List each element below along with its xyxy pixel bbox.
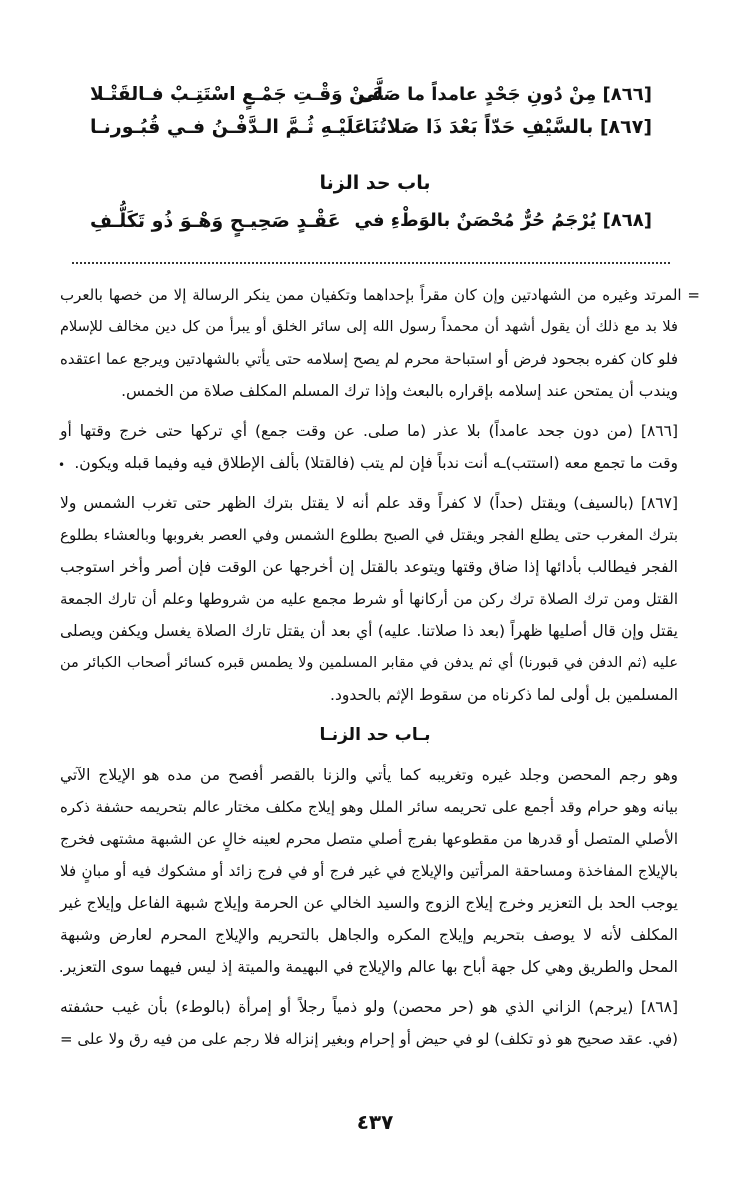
- commentary-line: المسلمين بل أولى لما ذكرناه من سقوط الإثم بالحدود.: [330, 686, 678, 704]
- commentary-section-title: بـاب حد الزنـا: [319, 725, 431, 745]
- section-title: باب حد الزنا: [319, 172, 431, 194]
- commentary-line: [٨٦٧] (بالسيف) ويقتل (حداً) لا كفراً وقد علم أنه لا يقتل بترك الظهر حتى تغرب الشمس ولا: [60, 494, 678, 512]
- commentary-line: القتل ومن ترك الصلاة ترك ركن من أركانها أو شرط مجمع عليه من شروطها وعلم أن تارك الجمعة: [60, 590, 678, 608]
- verse-866-second-hemistich: عَـنْ وَقْـتِ جَمْـعٍ اسْتَتِـبْ فـالقَتْـلا: [90, 84, 385, 105]
- commentary-line: المكلف لأنه لا يوصف بتحريم وإيلاج المكره والجاهل بالتحريم والإيلاج المحرم لعارض وشبهة: [60, 926, 678, 944]
- commentary-line: وهو رجم المحصن وجلد غيره وتغريبه كما يأتي والزنا بالقصر أفصح من مده هو الإيلاج الآتي: [60, 766, 678, 784]
- commentary-line: [٨٦٦] (من دون جحد عامداً) بلا عذر (ما صلى. عن وقت جمع) أي تركها حتى خرج وقتها أو: [60, 422, 678, 440]
- commentary-line: = المرتد وغيره من الشهادتين وإن كان مقراً بإحداهما وتكفيان ممن ينكر الرسالة إلا من خصها بالعرب: [60, 286, 700, 304]
- commentary-line: (في. عقد صحيح هو ذو تكلف) لو في حيض أو إحرام وبغير إنزاله فلا رجم على من فيه رق ولا على =: [60, 1030, 678, 1048]
- commentary-line: المحل والطريق وهي كل جهة أباح بها عالم والإيلاج في البهيمة والميتة إذ ليس فيهما سوى التعزير.: [58, 958, 678, 976]
- verse-867-first-hemistich: [٨٦٧] بالسَّيْفِ حَدّاً بَعْدَ ذَا صَلاتُنَا: [364, 116, 652, 138]
- commentary-line: فلو كان كفره بجحود فرض أو استباحة محرم لم يصح إسلامه حتى يأتي بالشهادتين ويرجع عما اعتقده: [60, 350, 678, 368]
- page-number: ٤٣٧: [356, 1110, 394, 1134]
- commentary-line: بترك المغرب حتى يطلع الفجر ويقتل في الصبح بطلوع الشمس وفي العصر بغروبها وبالعشاء بطلوع: [60, 526, 678, 544]
- commentary-line: فلا بد مع ذلك أن يقول أشهد أن محمداً رسول الله إلى سائر الخلق أو يبرأ من كل دين مخالف للإسلام: [60, 319, 678, 335]
- commentary-line: يوجب الحد بل التعزير وخرج إيلاج الزوج والسيد الخالي عن الحرمة وإيلاج شبهة الفاعل وإيلاج غير: [60, 894, 678, 912]
- commentary-line: الفجر فيطالب بأدائها إذا ضاق وقتها ويتوعد بالقتل إن أخرجها عن الوقت فإن أصر وأخر استوجب: [60, 558, 678, 576]
- verse-867-second-hemistich: عَلَيْـهِ ثُـمَّ الـدَّفْـنُ فـي قُبُـورنـا: [90, 116, 368, 138]
- margin-mark: •: [58, 458, 66, 472]
- commentary-line: بالإيلاج المفاخذة ومساحقة المرأتين والإيلاج في غير فرج أو في فرج زائد أو مشكوك فيه أو مبانٍ فلا: [60, 862, 678, 880]
- commentary-line: [٨٦٨] (يرجم) الزاني الذي هو (حر محصن) ولو ذمياً رجلاً أو إمرأة (بالوطء) بأن غيب حشفته: [60, 998, 678, 1016]
- verse-866-first-hemistich: [٨٦٦] مِنْ دُونِ جَحْدٍ عامداً ما صَلَّى: [357, 84, 652, 105]
- commentary-line: ويندب أن يمتحن عند إسلامه بإقراره بالبعث وإذا ترك المسلم المكلف صلاة من الخمس.: [121, 382, 678, 400]
- commentary-line: وقت ما تجمع معه (استتب)ـه أنت ندباً فإن لم يتب (فالقتلا) بألف الإطلاق فيه وفيما قبله ويكون.: [74, 454, 678, 472]
- commentary-line: عليه (ثم الدفن في قبورنا) أي ثم يدفن في مقابر المسلمين ولا يطمس قبره كسائر أصحاب الكبائر من: [60, 655, 678, 671]
- verse-868-first-hemistich: [٨٦٨] يُرْجَمُ حُرٌّ مُحْصَنٌ بالوَطْءِ في: [354, 210, 652, 231]
- verse-868-second-hemistich: عَقْـدٍ صَحِيـحٍ وَهْـوَ ذُو تَكَلُّـفِ: [90, 210, 341, 232]
- commentary-line: بيانه وهو حرام وقد أجمع على تحريمه سائر الملل وهو إيلاج مكلف مختار عالم بتحريمه حشفة ذكره: [60, 798, 678, 816]
- commentary-line: الأصلي المتصل أو قدرها من مقطوعها بفرج أصلي متصل محرم لعينه خالٍ عن الشبهة مشتهى فخرج: [60, 830, 678, 848]
- commentary-line: يقتل وإن قال أصليها ظهراً (بعد ذا صلاتنا. عليه) أي بعد أن يقتل تارك الصلاة يغسل ويكفن ويصلى: [60, 622, 678, 640]
- separator-dotted-line: [72, 262, 670, 264]
